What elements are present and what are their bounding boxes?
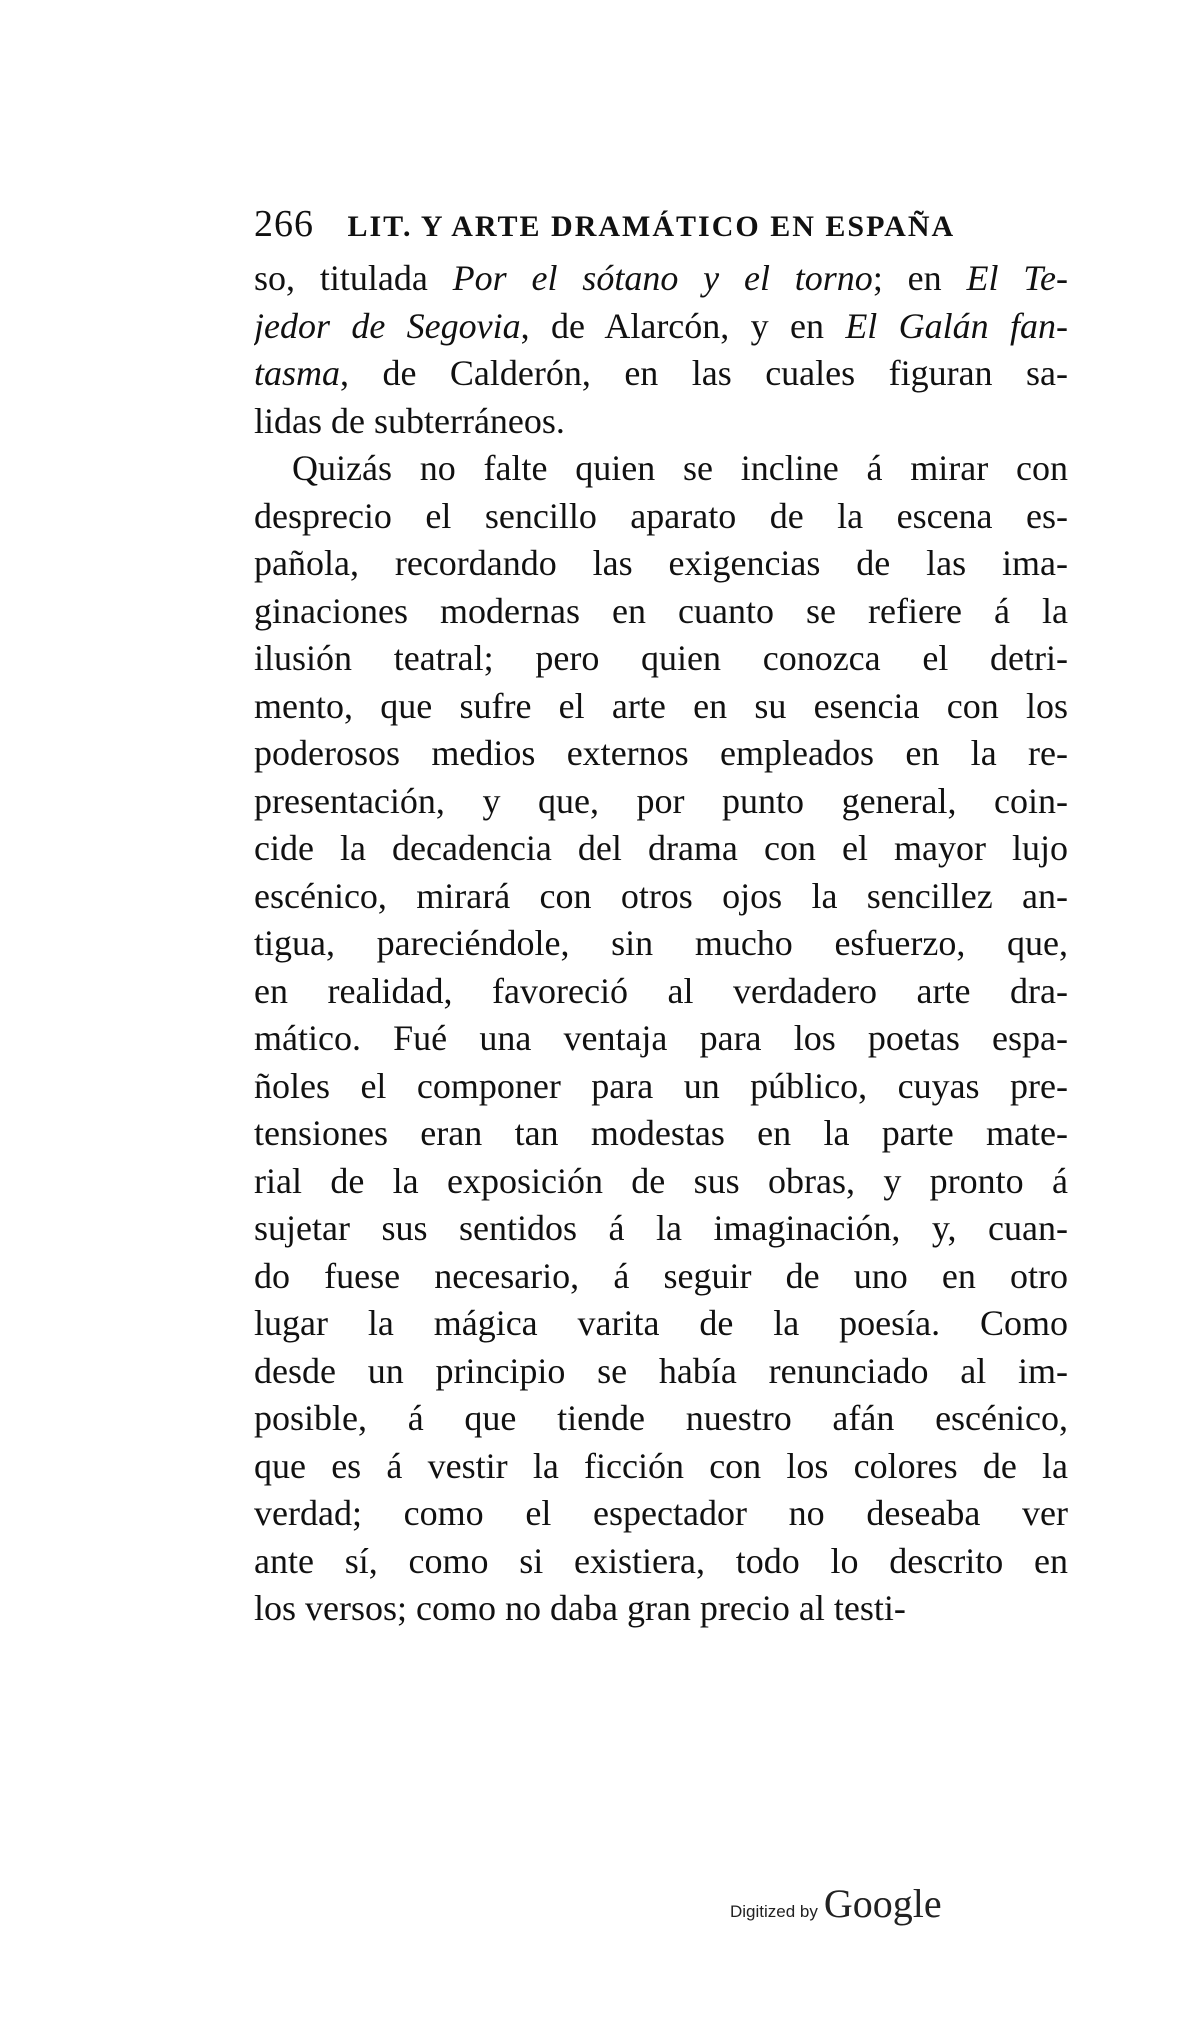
text-segment: ; en bbox=[872, 258, 967, 298]
text-line bbox=[254, 1538, 1068, 1586]
text-segment: rial de la exposición de sus obras, y pronto á bbox=[254, 1160, 1068, 1201]
text-segment: posible, á que tiende nuestro afán escénico, bbox=[254, 1398, 1068, 1438]
text-segment: so, titulada bbox=[254, 258, 453, 298]
text-line bbox=[254, 1490, 1068, 1538]
text-line bbox=[254, 350, 1068, 398]
google-logo-text: Google bbox=[823, 1881, 942, 1926]
text-segment: ñoles el componer para un público, cuyas pre- bbox=[254, 1065, 1068, 1106]
text-segment: desprecio el sencillo aparato de la escena es- bbox=[254, 495, 1068, 536]
text-line bbox=[254, 1395, 1068, 1443]
text-segment: tigua, pareciéndole, sin mucho esfuerzo, que, bbox=[254, 923, 1068, 963]
text-segment: que es á vestir la ficción con los colores de la bbox=[254, 1445, 1068, 1486]
text-line bbox=[254, 730, 1068, 778]
text-line bbox=[254, 588, 1068, 636]
text-segment: ilusión teatral; pero quien conozca el detri- bbox=[254, 638, 1068, 678]
text-line bbox=[254, 398, 1068, 446]
watermark-prefix: Digitized by bbox=[730, 1902, 818, 1921]
text-segment: cide la decadencia del drama con el mayor lujo bbox=[254, 828, 1068, 868]
running-head bbox=[254, 202, 1074, 246]
italic-title: El Galán fan- bbox=[845, 305, 1068, 346]
italic-title: El Te- bbox=[966, 258, 1068, 298]
page-number: 266 bbox=[254, 203, 314, 245]
text-line bbox=[254, 1158, 1068, 1206]
text-segment: lugar la mágica varita de la poesía. Como bbox=[254, 1303, 1068, 1343]
text-line bbox=[254, 635, 1068, 683]
italic-title: Por el sótano y el torno bbox=[452, 258, 873, 298]
text-line bbox=[254, 1348, 1068, 1396]
text-segment: verdad; como el espectador no deseaba ver bbox=[254, 1493, 1068, 1533]
text-line bbox=[254, 1205, 1068, 1253]
text-segment: mento, que sufre el arte en su esencia con los bbox=[254, 685, 1068, 726]
text-segment: tensiones eran tan modestas en la parte mate- bbox=[254, 1113, 1068, 1153]
text-segment: escénico, mirará con otros ojos la sencillez an- bbox=[254, 875, 1068, 916]
text-line bbox=[254, 778, 1068, 826]
text-segment: sujetar sus sentidos á la imaginación, y, cuan- bbox=[254, 1208, 1068, 1248]
text-segment: Quizás no falte quien se incline á mirar con bbox=[292, 448, 1068, 488]
text-segment: desde un principio se había renunciado al im- bbox=[254, 1350, 1068, 1391]
text-segment: , de Calderón, en las cuales figuran sa- bbox=[340, 353, 1068, 393]
text-segment: los versos; como no daba gran precio al testi- bbox=[254, 1588, 906, 1628]
text-line bbox=[254, 1015, 1068, 1063]
text-line bbox=[254, 1443, 1068, 1491]
text-line bbox=[254, 540, 1068, 588]
text-segment: poderosos medios externos empleados en la re- bbox=[254, 733, 1068, 773]
text-segment: ante sí, como si existiera, todo lo descrito en bbox=[254, 1540, 1068, 1581]
text-line bbox=[254, 255, 1068, 303]
text-line bbox=[254, 920, 1068, 968]
italic-title: jedor de Segovia bbox=[254, 305, 521, 346]
text-line bbox=[254, 445, 1068, 493]
text-line bbox=[254, 873, 1068, 921]
text-line bbox=[254, 1585, 1068, 1633]
text-line bbox=[254, 968, 1068, 1016]
text-line bbox=[254, 493, 1068, 541]
running-title: LIT. Y ARTE DRAMÁTICO EN ESPAÑA bbox=[347, 210, 956, 243]
text-line bbox=[254, 1110, 1068, 1158]
text-segment: , de Alarcón, y en bbox=[520, 305, 846, 346]
text-segment: mático. Fué una ventaja para los poetas espa- bbox=[254, 1018, 1068, 1058]
text-segment: do fuese necesario, á seguir de uno en otro bbox=[254, 1255, 1068, 1296]
text-segment: lidas de subterráneos. bbox=[254, 400, 565, 441]
text-line bbox=[254, 1300, 1068, 1348]
italic-title: tasma bbox=[254, 353, 341, 393]
text-segment: ginaciones modernas en cuanto se refiere á la bbox=[254, 590, 1068, 631]
text-segment: en realidad, favoreció al verdadero arte dra- bbox=[254, 970, 1068, 1011]
text-segment: pañola, recordando las exigencias de las ima- bbox=[254, 543, 1068, 583]
text-line bbox=[254, 1063, 1068, 1111]
text-line bbox=[254, 303, 1068, 351]
text-line bbox=[254, 825, 1068, 873]
text-segment: presentación, y que, por punto general, coin- bbox=[254, 780, 1068, 821]
text-line bbox=[254, 1253, 1068, 1301]
digitized-by-google-watermark bbox=[730, 1880, 942, 1927]
body-text bbox=[254, 255, 1068, 1633]
text-line bbox=[254, 683, 1068, 731]
